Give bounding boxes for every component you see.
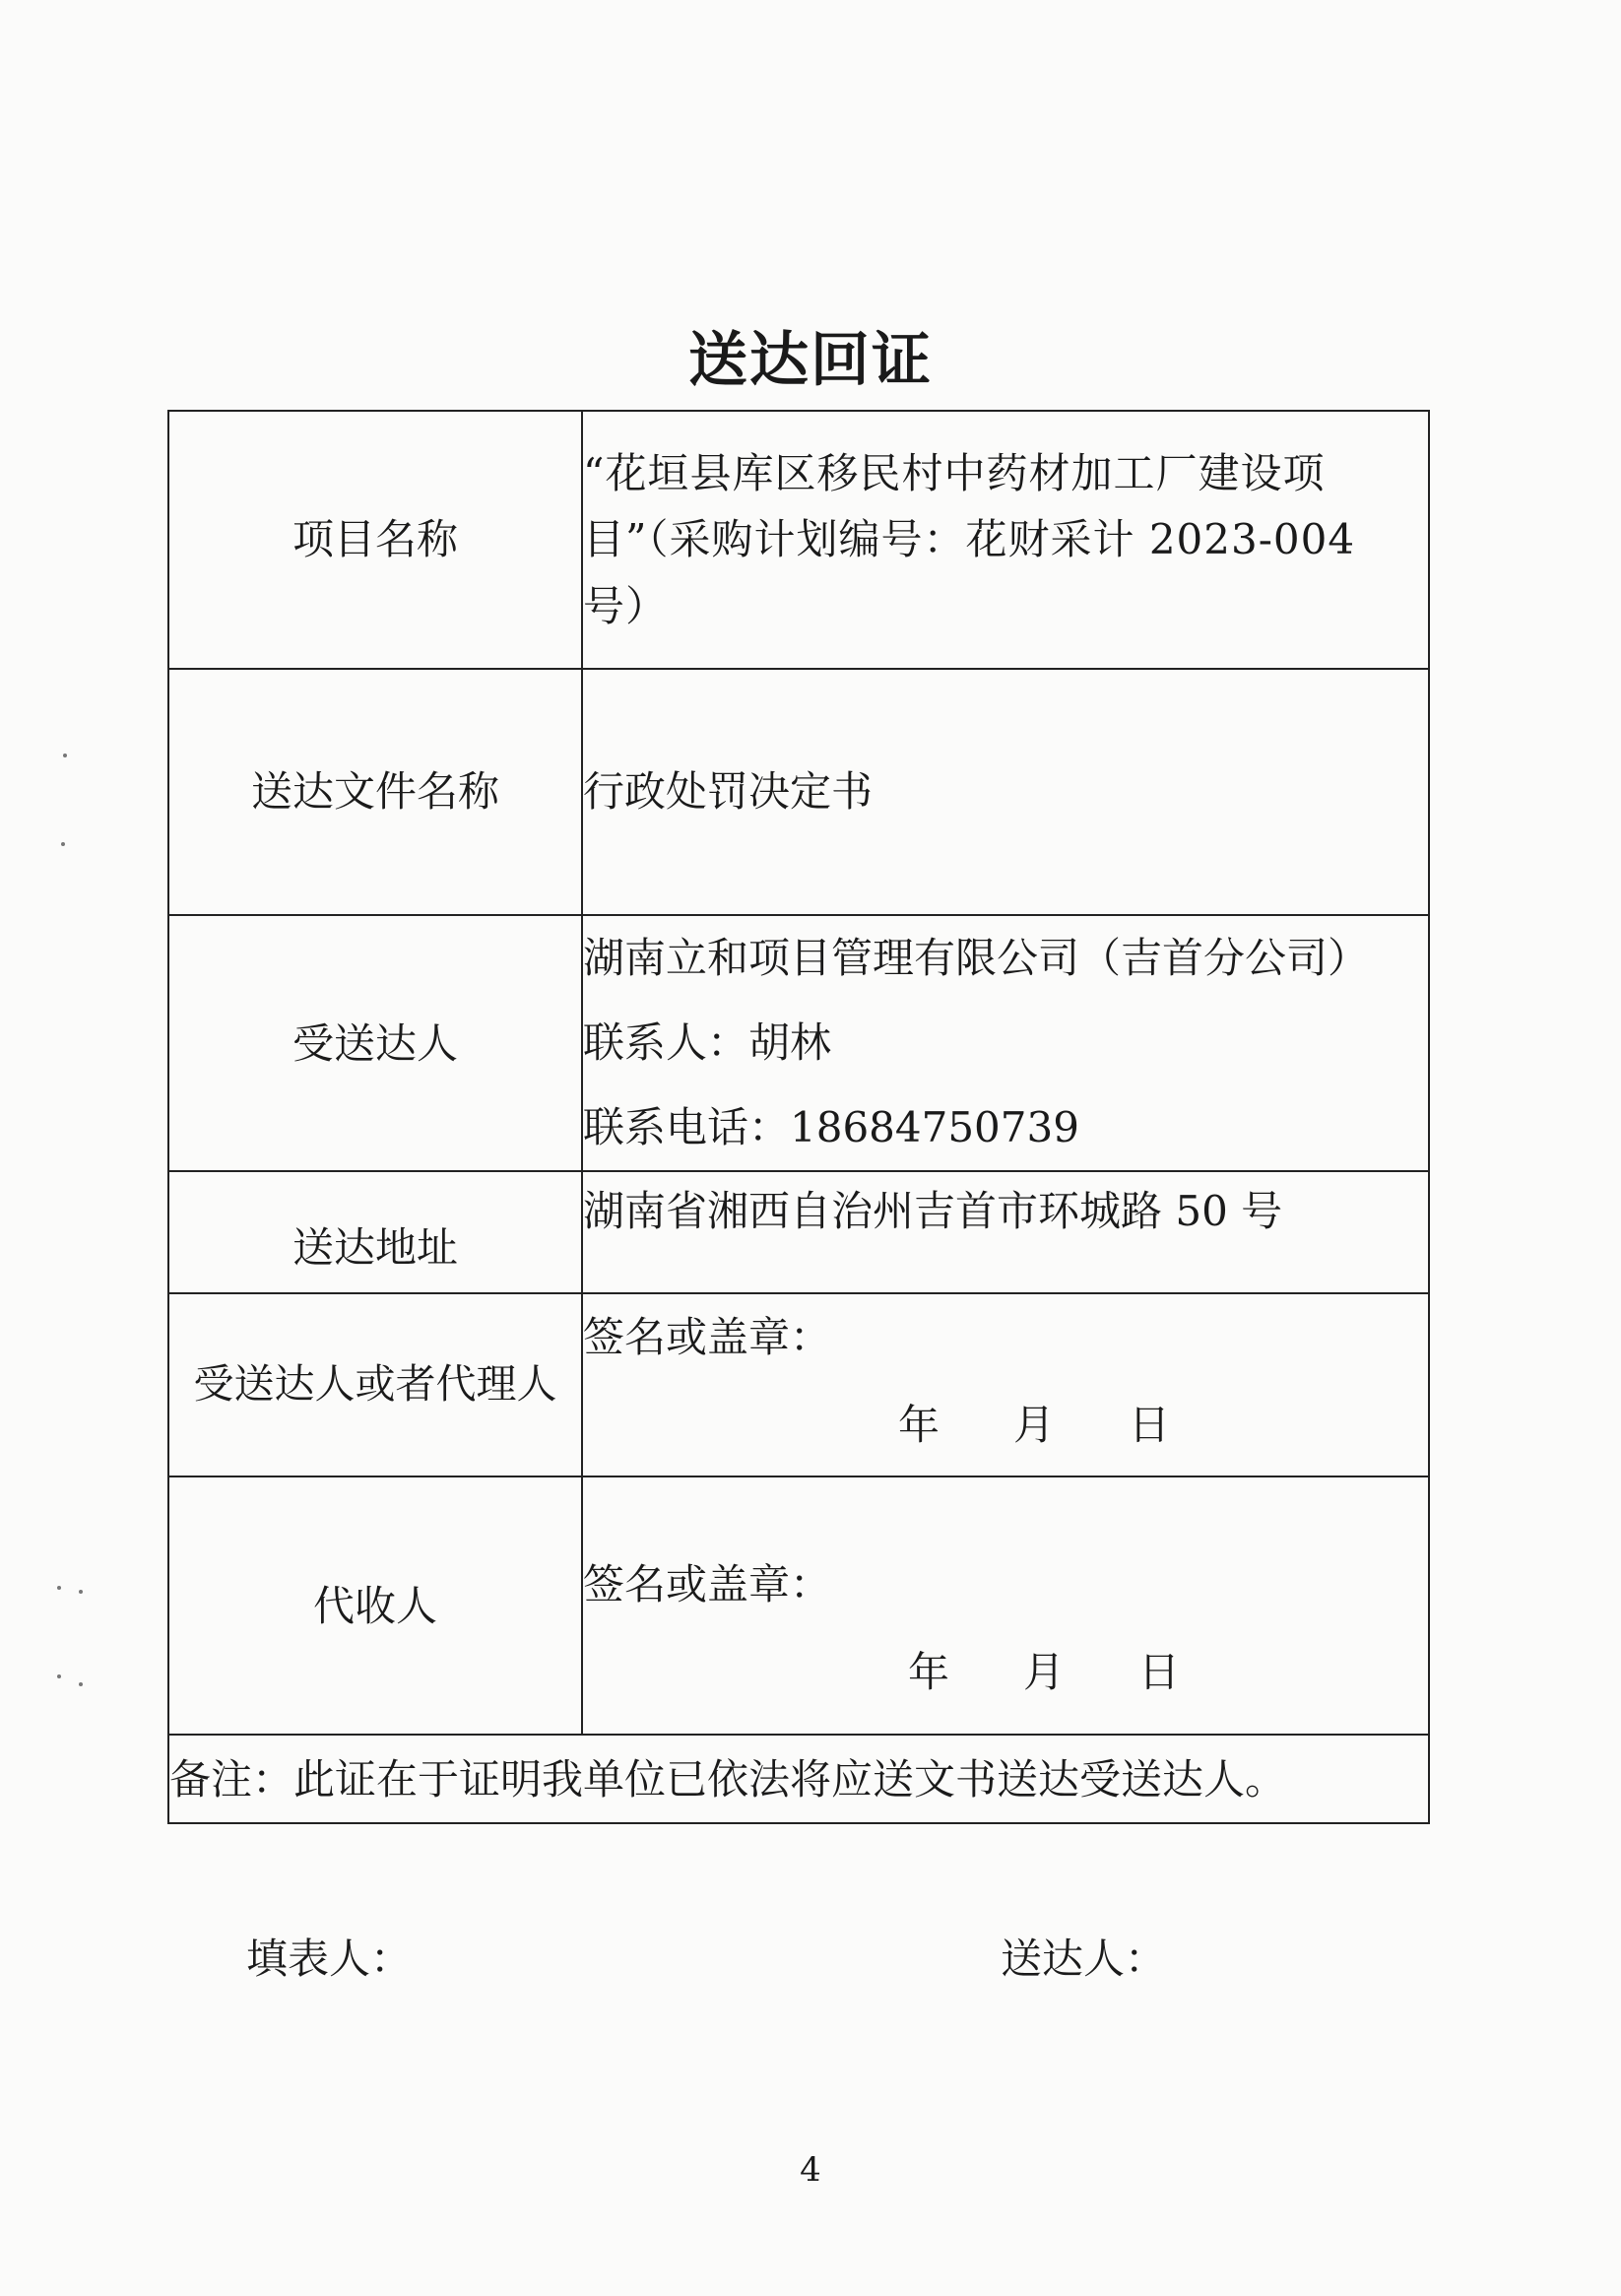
agent-row [168,1293,1429,1476]
agent-date-day: 日 [1129,1401,1171,1450]
filler-label: 填表人： [246,1935,413,1983]
proxy-label: 代收人 [168,1476,582,1735]
agent-signature-label: 签名或盖章： [583,1313,832,1362]
address-label: 送达地址 [168,1171,582,1293]
agent-date-year: 年 [898,1401,940,1450]
page-number: 4 [800,2150,821,2190]
delivery-receipt-table [167,410,1430,1824]
agent-label: 受送达人或者代理人 [168,1293,582,1476]
document-label: 送达文件名称 [168,669,582,915]
proxy-date-day: 日 [1138,1648,1181,1697]
scan-speck [57,1674,61,1678]
project-line-1: “花垣县库区移民村中药材加工厂建设项 [583,449,1326,498]
scan-speck [79,1682,83,1686]
address-row [168,1171,1429,1293]
proxy-row [168,1476,1429,1735]
scan-speck [79,1590,83,1594]
scan-speck [63,754,67,757]
proxy-signature-label: 签名或盖章： [583,1560,832,1609]
sender-label: 送达人： [1001,1935,1167,1983]
document-value: 行政处罚决定书 [582,669,1429,915]
proxy-value [582,1476,1429,1735]
recipient-contact: 联系人：胡林 [583,1018,832,1068]
project-line-3: 号） [583,581,669,630]
scan-speck [57,1586,61,1590]
recipient-value [582,915,1429,1171]
proxy-date-month: 月 [1023,1648,1066,1697]
note-row [168,1735,1429,1823]
scan-speck [61,842,65,846]
agent-date-month: 月 [1013,1401,1056,1450]
recipient-row [168,915,1429,1171]
project-value [582,411,1429,669]
note-text: 备注：此证在于证明我单位已依法将应送文书送达受送达人。 [168,1735,1429,1823]
document-title: 送达回证 [688,326,933,395]
address-value: 湖南省湘西自治州吉首市环城路 50 号 [582,1171,1429,1293]
agent-date [583,1392,1428,1458]
recipient-phone: 联系电话：18684750739 [583,1103,1079,1152]
project-label: 项目名称 [168,411,582,669]
recipient-company: 湖南立和项目管理有限公司（吉首分公司） [583,934,1370,982]
document-row [168,669,1429,915]
agent-value [582,1293,1429,1476]
proxy-date-year: 年 [908,1648,950,1697]
project-line-2: 目”（采购计划编号：花财采计 2023-004 [583,515,1356,564]
project-row [168,411,1429,669]
proxy-date [583,1639,1428,1705]
recipient-label: 受送达人 [168,915,582,1171]
